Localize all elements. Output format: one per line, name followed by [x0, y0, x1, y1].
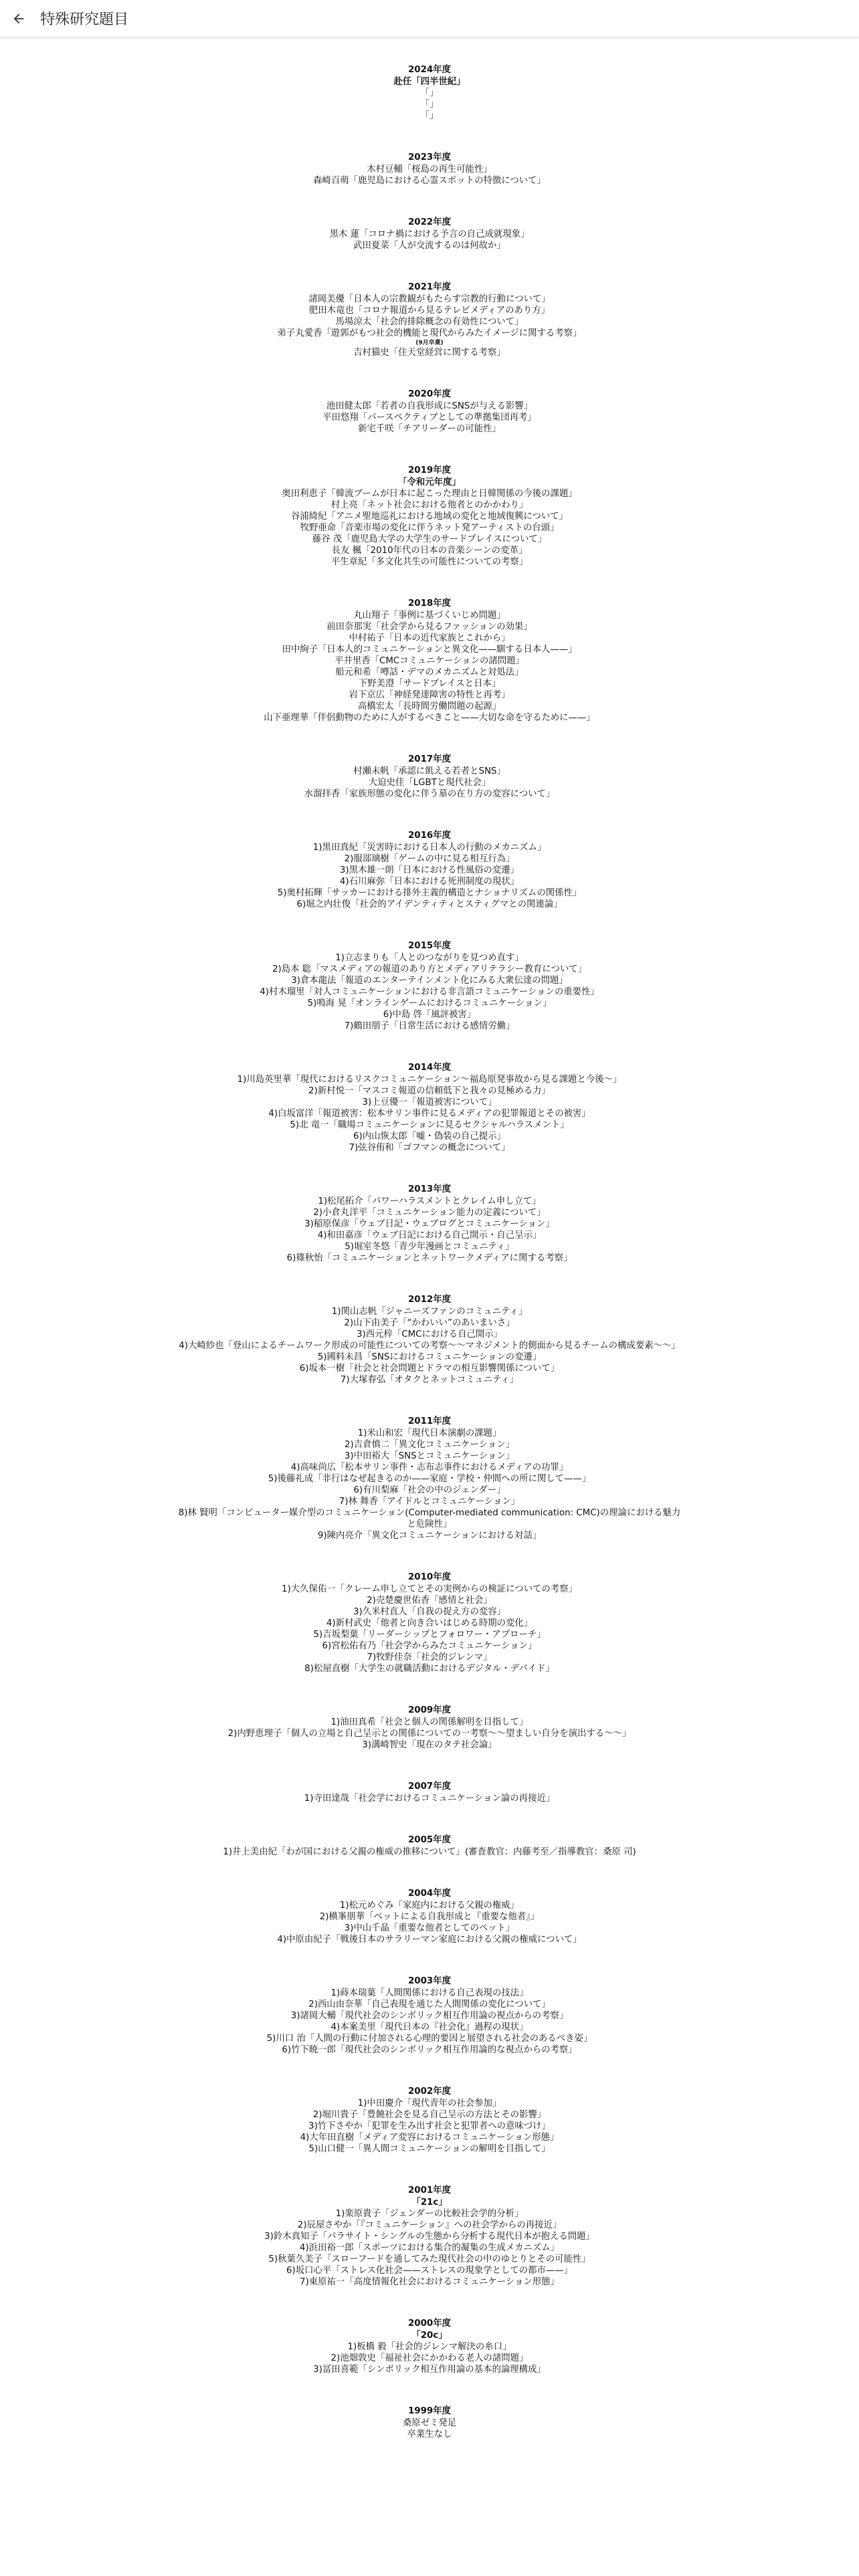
- research-topic: 5)鳴海 晃「オンラインゲームにおけるコミュニケーション」: [307, 998, 552, 1008]
- section-gap: [0, 358, 859, 389]
- year-heading: 2007年度: [407, 1782, 452, 1792]
- research-topic: 6)堀之内壮俊「社会的アイデンティティとスティグマとの関連論」: [296, 899, 563, 909]
- year-heading: 2000年度: [407, 2319, 452, 2329]
- research-topic: 2)内野恵理子「個人の立場と自己呈示との関係についての一考察〜〜望ましい自分を演出する〜〜」: [227, 1729, 632, 1739]
- research-topic: 5)川口 治「人間の行動に付加される心理的要因と展望される社会のあるべき姿」: [266, 2034, 593, 2044]
- research-topic: 「」: [420, 111, 439, 121]
- year-subtitle: 「20c」: [411, 2331, 448, 2341]
- research-topic: 5)北 竜一「職場コミュニケーションに見るセクシャルハラスメント」: [290, 1120, 569, 1130]
- year-heading: 2016年度: [407, 831, 452, 841]
- research-topic: 1)関山志帆「ジャニーズファンのコミュニティ」: [331, 1307, 528, 1317]
- year-section: [0, 1888, 859, 1945]
- research-topic: 1)蒔本瑞葉「人間関係における自己表現の技法」: [330, 1988, 529, 1998]
- research-topic: 5)國料未昌「SNSにおけるコミュニケーションの変遷」: [317, 1352, 542, 1362]
- research-topic: 黒木 蓮「コロナ禍における予言の自己成就現象」: [329, 229, 530, 239]
- research-topic: 1)中田慶介「現代青年の社会参加」: [357, 2099, 502, 2109]
- year-heading: 1999年度: [407, 2406, 452, 2416]
- research-topic: 5)後藤礼成「非行はなぜ起きるのか——家庭・学校・仲間への所に関して——」: [268, 1474, 591, 1484]
- research-topic: 4)大崎紗也「登山によるチームワーク形成の可能性についての考察〜〜マネジメント的側面から見るチームの構成要素〜〜」: [179, 1341, 680, 1351]
- year-section: [0, 2318, 859, 2375]
- research-topic: 3)黒木雄一朗「日本における性風俗の変遷」: [339, 865, 520, 875]
- research-topic: 6)竹下暁一郎「現代社会のシンボリック相互作用論的な視点からの考察」: [282, 2045, 577, 2055]
- research-topic: 牧野亜命「音楽市場の変化に伴うネット発アーティストの台頭」: [300, 523, 559, 533]
- section-gap: [0, 1154, 859, 1184]
- research-topic: 3)中田裕大「SNSとコミュニケーション」: [344, 1451, 515, 1461]
- research-topic: 1)松元めぐみ「家庭内における父親の権威」: [339, 1901, 520, 1911]
- research-topic: 丸山翔子「事例に基づくいじめ問題」: [353, 611, 506, 621]
- research-topic: 4)浜田裕一郎「スポーツにおける集合的凝集の生成メカニズム」: [299, 2243, 560, 2253]
- research-topic: 岩下京広「神経発達障害の特性と再考」: [349, 690, 510, 700]
- year-section: [0, 1184, 859, 1264]
- research-topic: 6)内山恢太郎「嘘・偽装の自己提示」: [353, 1132, 506, 1142]
- research-topic: 4)和田嘉彦「ウェブ日記における自己開示・自己呈示」: [317, 1230, 542, 1241]
- research-topic: 肥田木竜也「コロナ報道から見るテレビメディアのあり方」: [308, 306, 551, 316]
- research-topic: 4)白坂富洋「報道被害：松本サリン事件に見るメディアの犯罪報道とその被害」: [268, 1109, 591, 1119]
- research-topic: 奥田利恵子「韓流ブームが日本に起こった理由と日韓関係の今後の課題」: [282, 489, 577, 499]
- research-topic: 7)鶴田朋子「日常生活における感情労働」: [344, 1021, 515, 1031]
- year-heading: 2018年度: [407, 599, 452, 609]
- research-topic: 6)篠秋怡「コミュニケーションとネットワークメディアに関する考察」: [286, 1253, 573, 1263]
- research-topic: 6)坂口心平「ストレス化社会——ストレスの現象学としての都市——」: [286, 2266, 573, 2276]
- research-topic: 2)池畑敦史「福祉社会にかかわる老人の諸問題」: [330, 2353, 529, 2363]
- year-heading: 2022年度: [407, 217, 452, 227]
- year-section: [0, 1062, 859, 1154]
- section-gap: [0, 2155, 859, 2185]
- research-topic: 4)新村武史「他者と向き合いはじめる時期の変化」: [326, 1618, 533, 1628]
- app-bar: [0, 0, 859, 37]
- research-topic: 池田健太郎「若者の自我形成にSNSが与える影響」: [326, 401, 533, 411]
- research-topic: 1)立志まりも「人とのつながりを見つめ直す」: [335, 953, 524, 963]
- research-topic: 3)冨田喜範「シンボリック相互作用論の基本的論理構成」: [313, 2365, 546, 2375]
- research-topic: 6)中島 啓「風評被害」: [383, 1010, 476, 1020]
- year-heading: 2019年度: [407, 465, 452, 475]
- year-subtitle: 「21c」: [411, 2197, 448, 2208]
- research-topic: 3)倉本龍法「報道のエンターテインメント化にみる大衆伝達の問題」: [291, 976, 568, 986]
- year-section: [0, 1416, 859, 1541]
- research-topic: 3)西元梓「CMCにおける自己開示」: [356, 1329, 503, 1339]
- research-topic: 桑原ゼミ発足: [402, 2418, 457, 2428]
- research-topic: 4)大年田直樹「メディア変容におけるコミュニケーション形態」: [300, 2133, 559, 2143]
- back-button[interactable]: [0, 0, 37, 37]
- research-topic: 中村祐子「日本の近代家族とこれから」: [349, 633, 510, 643]
- research-topic: 「」: [420, 88, 439, 98]
- section-gap: [0, 122, 859, 152]
- section-gap: [0, 1675, 859, 1705]
- research-topic: 8)松屋直樹「大学生の就職活動におけるデジタル・デバイド」: [304, 1664, 555, 1674]
- year-heading: 2020年度: [407, 389, 452, 399]
- research-topic: 1)松尾拓介「パワーハラスメントとクレイム申し立て」: [318, 1196, 541, 1206]
- section-gap: [0, 1541, 859, 1572]
- research-topic: 馬場涼太「社会的排除概念の有効性について」: [335, 317, 524, 327]
- year-heading: 2009年度: [407, 1705, 452, 1715]
- research-topic: 1)米山和宏「現代日本演劇の課題」: [357, 1428, 502, 1438]
- year-heading: 2023年度: [407, 152, 452, 163]
- research-topic: 6)有川梨麻「社会の中のジェンダー」: [353, 1485, 506, 1495]
- section-gap: [0, 251, 859, 282]
- research-topic: 2)吉倉慎二「異文化コミュニケーション」: [345, 1440, 514, 1450]
- research-topic: 2)新村悦一「マスコミ報道の信頼低下と我々の見極める力」: [308, 1086, 551, 1096]
- year-section: [0, 940, 859, 1032]
- year-subtitle: 「令和元年度」: [398, 477, 461, 488]
- research-topic: 2)小倉丸洋平「コミュニケーション能力の定義について」: [313, 1208, 546, 1218]
- research-topic: 1)井上美由紀「わが国における父親の権威の推移について」(審査教官：内藤考至／指導教官：桑原 司): [223, 1847, 636, 1857]
- research-topic: 「」: [420, 100, 439, 110]
- section-gap: [0, 1858, 859, 1888]
- year-section: [0, 1572, 859, 1675]
- research-topic: 5)秋葉久美子「スローフードを通してみた現代社会の中のゆとりとその可能性」: [268, 2254, 591, 2264]
- research-topic: 下野美澄「サードプレイスと日本」: [358, 679, 501, 689]
- section-gap: [0, 2288, 859, 2318]
- research-topic: 7)牧野佳奈「社会的ジレンマ」: [367, 1652, 492, 1662]
- research-topic: 2)辰屋さやか「『コミュニケーション』への社会学からの再接近」: [297, 2220, 562, 2230]
- research-topic: 3)鈴木真知子「パラサイト・シングルの生態から分析する現代日本が抱える問題」: [264, 2232, 595, 2242]
- research-topic: 藤谷 茂「鹿児島大学の大学生のサードプレイスについて」: [312, 534, 547, 544]
- research-topic: 5)堀室冬悠「青少年漫画とコミュニティ」: [345, 1242, 514, 1252]
- year-heading: 2001年度: [407, 2185, 452, 2195]
- research-topic: 水溜拝香「家族形態の変化に伴う墓の在り方の変容について」: [304, 789, 555, 799]
- page-title: 特殊研究題目: [40, 11, 129, 28]
- year-section: [0, 217, 859, 251]
- research-topic: 山下亜理華「伴侶動物のために人がするべきこと——大切な命を守るために——」: [264, 713, 595, 723]
- year-subtitle: 赴任「四半世紀」: [393, 77, 466, 87]
- research-topic: 木村豆輔「桜島の再生可能性」: [367, 165, 492, 175]
- research-topic: 高橋宏太「長時間労働問題の起源」: [357, 702, 502, 712]
- research-topic: 2)服部璃樹「ゲームの中に見る相互行為」: [344, 854, 515, 864]
- section-gap: [0, 1945, 859, 1975]
- year-section: [0, 1834, 859, 1858]
- research-topic: 3)上豆優一「報道被害について」: [362, 1097, 497, 1107]
- research-topic: 田中絢子「日本人的コミュニケーションと異文化——馴する日本人——」: [282, 645, 577, 655]
- section-gap: [0, 1264, 859, 1294]
- year-heading: 2021年度: [407, 282, 452, 292]
- research-topic: 8)林 賢明「コンピューター媒介型のコミュニケーション(Computer-mediated communication: CMC)の理論における魅力と危険性」: [178, 1508, 681, 1529]
- research-topic-list: [0, 64, 859, 2440]
- research-topic: 吉村猫史「住天堂経営に関する考察」: [353, 348, 506, 358]
- research-topic: 5)吉坂梨葉「リーダーシップとフォロワー・アプローチ」: [313, 1630, 546, 1640]
- research-topic: 3)稲原保彦「ウェブ日記・ウェブログとコミュニケーション」: [304, 1219, 555, 1229]
- research-topic: 4)村木瑠里「対人コミュニケーションにおける非言語コミュニケーションの重要性」: [260, 987, 599, 997]
- year-section: [0, 465, 859, 568]
- year-section: [0, 64, 859, 122]
- research-topic: 2)売楚慶世佑香「感情と社会」: [367, 1596, 492, 1606]
- section-gap: [0, 187, 859, 217]
- section-gap: [0, 2375, 859, 2405]
- research-topic: 平田悠翔「パースペクティブとしての準拠集団再考」: [322, 413, 537, 423]
- year-section: [0, 1294, 859, 1386]
- year-heading: 2004年度: [407, 1889, 452, 1899]
- research-topic: 3)中山千晶「重要な他者としてのペット」: [344, 1923, 515, 1933]
- research-topic: 3)竹下さやか「犯罪を生み出す社会と犯罪者への意味づけ」: [308, 2121, 551, 2131]
- section-gap: [0, 1386, 859, 1416]
- research-topic: 7)東原祐一「高度情報化社会におけるコミュニケーション形態」: [300, 2277, 559, 2287]
- research-topic: 7)大塚春弘「オタクとネットコミュニティ」: [340, 1375, 519, 1385]
- research-topic: 1)板橋 毅「社会的ジレンマ解決の糸口」: [347, 2342, 512, 2352]
- research-topic: 5)奥村拓輝「サッカーにおける排外主義的構造とナショナリズムの関係性」: [277, 888, 582, 898]
- year-section: [0, 152, 859, 187]
- research-topic: 1)川島英里華「現代におけるリスクコミュニケーション〜福島原発事故から見る課題と今後〜」: [237, 1075, 622, 1085]
- year-heading: 2010年度: [407, 1572, 452, 1582]
- research-topic: 7)林 舞香「アイドルとコミュニケーション」: [339, 1497, 520, 1507]
- section-gap: [0, 724, 859, 754]
- research-topic: 7)弦谷侑和「ゴフマンの概念について」: [349, 1143, 510, 1153]
- research-topic: 森崎百萌「鹿児島における心霊スポットの特徴について」: [313, 176, 546, 186]
- research-topic: 2)横峯朋華「ペットによる自我形成と『重要な他者』」: [319, 1912, 540, 1922]
- section-gap: [0, 910, 859, 940]
- research-topic: 6)宮松佑有乃「社会学からみたコミュニケーション」: [322, 1641, 537, 1651]
- research-topic: 卒業生なし: [407, 2430, 452, 2440]
- section-gap: [0, 435, 859, 465]
- research-topic: 諸岡美優「日本人の宗教観がもたらす宗教的行動について」: [308, 294, 551, 304]
- section-gap: [0, 1751, 859, 1781]
- research-topic: 1)寺田達哉「社会学におけるコミュニケーション論の再接近」: [304, 1794, 555, 1804]
- research-topic: 2)山下由美子「“かわいい”のあいまいさ」: [344, 1318, 515, 1328]
- year-section: [0, 1975, 859, 2056]
- section-gap: [0, 800, 859, 830]
- year-heading: 2015年度: [407, 941, 452, 951]
- research-topic: 武田夏菜「人が交流するのは何故か」: [353, 241, 506, 251]
- research-topic: 1)油田真希「社会と個人の関係解明を目指して」: [330, 1717, 529, 1727]
- research-topic: 3)溝崎智史「現在のタテ社会論」: [362, 1740, 497, 1750]
- year-heading: 2024年度: [407, 65, 452, 75]
- research-topic: 5)山口健一「異人間コミュニケーションの解明を目指して」: [308, 2144, 551, 2154]
- research-topic: 谷浦綺紀「アニメ聖地巡礼における地域の変化と地域復興について」: [290, 512, 569, 522]
- year-heading: 2003年度: [407, 1976, 452, 1986]
- research-topic: 1)楽原貴子「ジェンダーの比較社会学的分析」: [335, 2209, 524, 2219]
- research-topic: 平井里香「CMCコミュニケーションの諸問題」: [335, 656, 524, 666]
- year-heading: 2011年度: [407, 1416, 452, 1426]
- graduation-note: (9月卒業): [415, 340, 444, 346]
- research-topic: 船元和希「噂話・デマのメカニズムと対処法」: [335, 667, 524, 677]
- research-topic: 9)陳内亮介「異文化コミュニケーションにおける対話」: [317, 1531, 542, 1541]
- year-section: [0, 2185, 859, 2288]
- research-topic: 2)西山由奈華「自己表現を通じた人間関係の変化について」: [308, 2000, 551, 2010]
- research-topic: 4)石川麻弥「日本における死刑制度の現状」: [339, 877, 520, 887]
- research-topic: 新宅千咲「チアリーダーの可能性」: [358, 424, 501, 434]
- year-section: [0, 598, 859, 724]
- research-topic: 長友 楓「2010年代の日本の音楽シーンの変革」: [331, 546, 528, 556]
- year-heading: 2014年度: [407, 1063, 452, 1073]
- year-section: [0, 2405, 859, 2440]
- research-topic: 6)坂本一樹「社会と社会問題とドラマの相互影響関係について」: [299, 1364, 560, 1374]
- year-heading: 2002年度: [407, 2086, 452, 2097]
- year-section: [0, 830, 859, 910]
- arrow-left-icon: [11, 11, 26, 26]
- research-topic: 1)黒田真紀「災害時における日本人の行動のメカニズム」: [312, 843, 547, 853]
- year-heading: 2012年度: [407, 1295, 452, 1305]
- year-heading: 2013年度: [407, 1184, 452, 1194]
- research-topic: 1)大久保佑一「クレーム申し立てとその実例からの検証についての考察」: [282, 1584, 577, 1594]
- research-topic: 前田奈那実「社会学から見るファッションの効果」: [326, 622, 533, 632]
- research-topic: 大迫史佳「LGBTと現代社会」: [368, 778, 491, 788]
- year-section: [0, 2086, 859, 2155]
- research-topic: 4)中原由紀子「戦後日本のサラリーマン家庭における父親の権威について」: [277, 1935, 582, 1945]
- research-topic: 3)諸岡大輔「現代社会のシンボリック相互作用論の視点からの考察」: [290, 2011, 569, 2021]
- research-topic: 平生章紀「多文化共生の可能性についての考察」: [330, 557, 529, 567]
- year-section: [0, 282, 859, 358]
- year-section: [0, 389, 859, 435]
- research-topic: 村瀬未帆「承認に飢える若者とSNS」: [353, 766, 506, 776]
- section-gap: [0, 568, 859, 598]
- year-section: [0, 1705, 859, 1751]
- section-gap: [0, 2056, 859, 2086]
- research-topic: 4)本案美里「現代日本の『社会化』過程の現状」: [330, 2022, 529, 2032]
- year-section: [0, 1781, 859, 1804]
- research-topic: 村上亮「ネット社会における他者とのかかわり」: [330, 500, 529, 510]
- research-topic: 2)島本 聡「マスメディアの報道のあり方とメディアリテラシー教育について」: [272, 964, 587, 974]
- year-heading: 2017年度: [407, 754, 452, 764]
- research-topic: 2)堀川貴子「豊饒社会を見る自己呈示の方法とその影響」: [312, 2110, 547, 2120]
- section-gap: [0, 1032, 859, 1062]
- research-topic: 3)久米村直人「自我の捉え方の変容」: [353, 1607, 506, 1617]
- section-gap: [0, 1804, 859, 1834]
- year-heading: 2005年度: [407, 1835, 452, 1845]
- research-topic: 4)高味尚広「松本サリン事件・志布志事件におけるメディアの功罪」: [290, 1463, 569, 1473]
- year-section: [0, 754, 859, 800]
- research-topic: 弟子丸愛香「遊郭がもつ社会的機能と現代からみたイメージに関する考察」: [277, 328, 582, 338]
